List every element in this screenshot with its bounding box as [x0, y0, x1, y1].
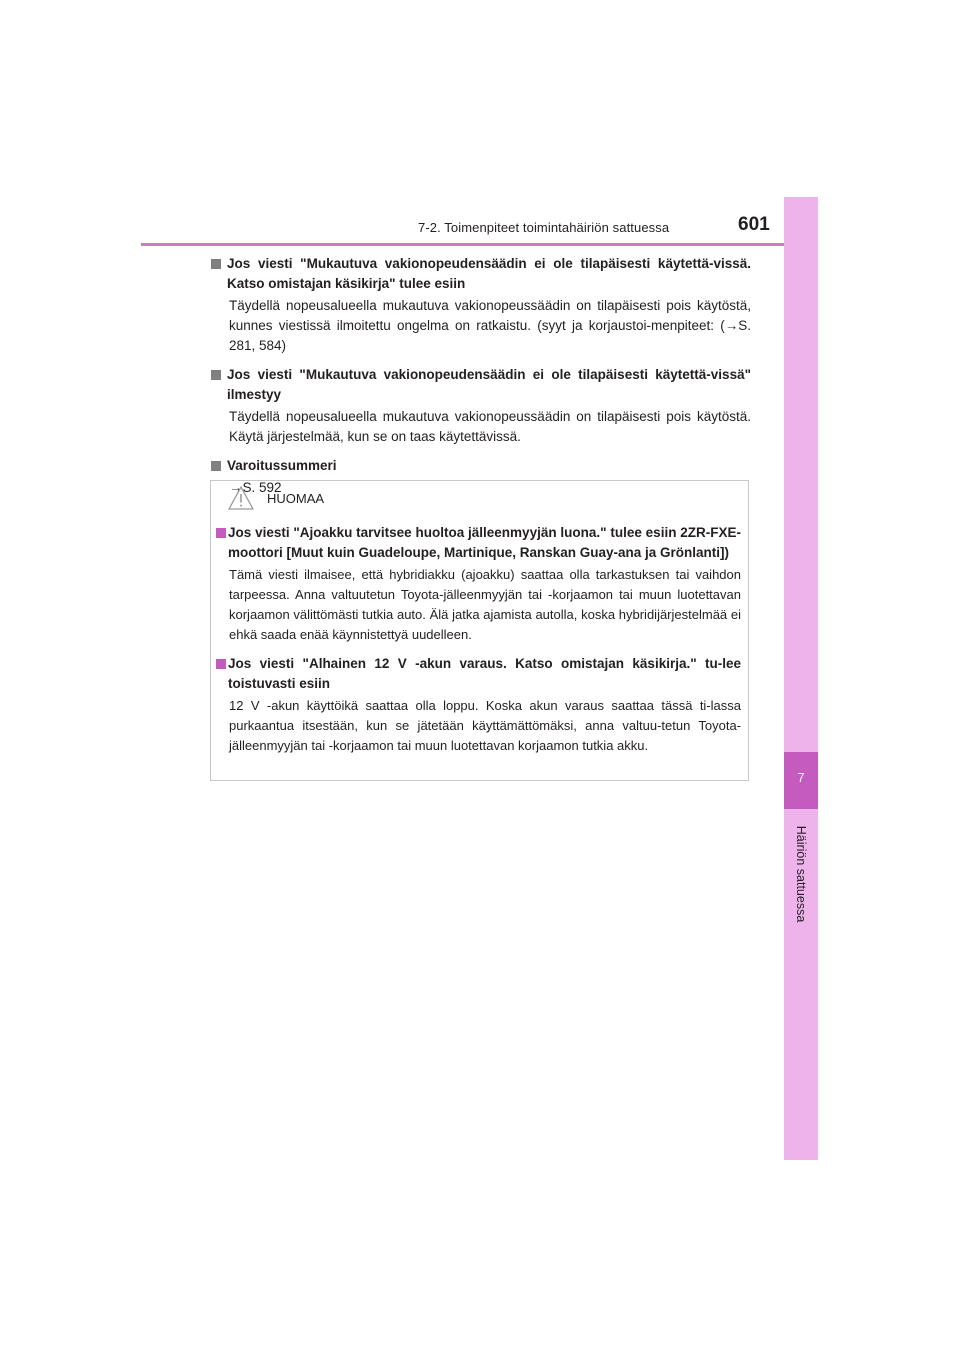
section-message-acc-unavailable — [211, 365, 751, 447]
chapter-number: 7 — [797, 770, 805, 785]
page-number: 601 — [738, 214, 770, 235]
section-body-reference: →S. 592 — [229, 480, 282, 495]
square-bullet-icon — [211, 370, 221, 380]
section-heading-text: Varoitussummeri — [227, 458, 337, 473]
section-body: Täydellä nopeusalueella mukautuva vakionopeussäädin on tilapäisesti pois käytöstä. Käytä järjestelmää, kun se on taas käytettävissä. — [229, 409, 751, 444]
main-content — [211, 254, 751, 507]
notice-title: HUOMAA — [267, 491, 325, 506]
section-heading-text: Jos viesti "Mukautuva vakionopeudensäädin ei ole tilapäisesti käytettä-vissä" ilmestyy — [227, 367, 751, 402]
square-bullet-icon — [216, 659, 226, 669]
section-message-acc-unavailable-manual — [211, 254, 751, 356]
square-bullet-icon — [211, 461, 221, 471]
warning-triangle-icon — [227, 485, 255, 511]
section-heading — [211, 456, 751, 476]
notice-item-heading-text: Jos viesti "Ajoakku tarvitsee huoltoa jälleenmyyjän luona." tulee esiin 2ZR-FXE-moottori [Muut kuin Guadeloupe, Martinique, Ranskan Guay-ana ja Grönlanti]) — [228, 525, 741, 560]
chapter-label: Häiriön sattuessa — [794, 825, 808, 923]
notice-item-heading-text: Jos viesti "Alhainen 12 V -akun varaus. Katso omistajan käsikirja." tu-lee toistuvasti esiin — [228, 656, 741, 691]
notice-content — [211, 523, 741, 765]
notice-item-heading — [211, 654, 741, 694]
notice-item-12v-battery — [211, 654, 741, 756]
section-heading-text: Jos viesti "Mukautuva vakionopeudensäädin ei ole tilapäisesti käytettä-vissä. Katso omistajan käsikirja" tulee esiin — [227, 256, 751, 291]
notice-item-body: Tämä viesti ilmaisee, että hybridiakku (ajoakku) saattaa olla tarkastuksen tai vaihdon tarpeessa. Anna valtuutetun Toyota-jälleenmyyjän tai -korjaamon tai muun luotettavan korjaamon välittömästi tutkia auto. Älä jatka ajamista autolla, koska hybridijärjestelmää ei ehkä saada enää käynnistettyä uudelleen. — [229, 567, 741, 642]
notice-box — [210, 480, 749, 781]
square-bullet-icon — [211, 259, 221, 269]
notice-item-heading — [211, 523, 741, 563]
section-body: Täydellä nopeusalueella mukautuva vakionopeussäädin on tilapäisesti pois käytöstä, kunnes viestissä ilmoitettu ongelma on ratkaistu. (syyt ja korjaustoi-menpiteet: (→S. 281, 584) — [229, 298, 751, 353]
notice-item-hybrid-battery — [211, 523, 741, 645]
running-header-title: 7-2. Toimenpiteet toimintahäiriön sattuessa — [418, 220, 670, 235]
notice-item-body: 12 V -akun käyttöikä saattaa olla loppu. Koska akun varaus saattaa tässä ti-lassa purkaantua itsestään, kun se jätetään käyttämättömäksi, anna valtuu-tetun Toyota-jälleenmyyjän tai -korjaamon tai muun luotettavan korjaamon tutkia akku. — [229, 698, 741, 753]
header-divider — [141, 243, 818, 246]
chapter-side-tab — [784, 197, 818, 1160]
square-bullet-icon — [216, 528, 226, 538]
section-heading — [211, 365, 751, 405]
section-heading — [211, 254, 751, 294]
